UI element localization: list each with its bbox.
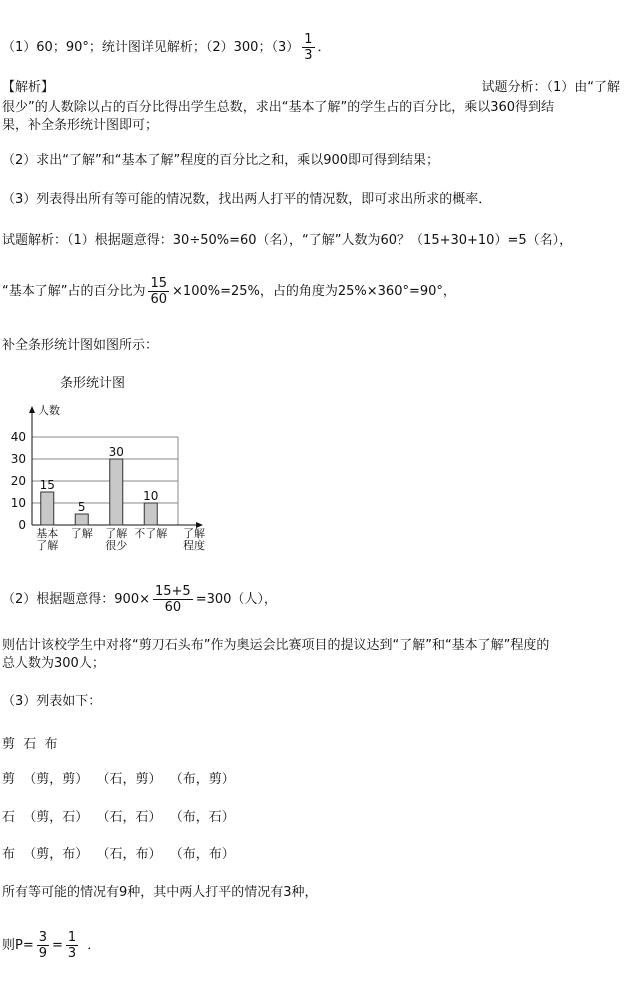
chart-bar [41,492,54,525]
x-tick-label: 基本 [36,527,59,540]
x-tick-label: 很少 [105,539,128,552]
solution-line3: 补全条形统计图如图所示： [2,338,159,353]
percent-suffix: ×100%=25%，占的角度为25%×360°=90°， [172,284,456,299]
x-tick-label: 了解 [70,527,93,540]
analysis-intro-line2: 很少”的人数除以占的百分比得出学生总数，求出“基本了解”的学生占的百分比，乘以360得到结 [2,100,555,115]
part3-intro: （3）列表如下： [2,694,102,709]
fraction-numerator: 3 [38,930,48,945]
analysis-part3: （3）列表得出所有等可能的情况数，找出两人打平的情况数，即可求出所求的概率． [2,192,492,207]
part2-line2: 则估计该校学生中对将“剪刀石头布”作为奥运会比赛项目的提议达到“了解”和“基本了解”程度的 [2,638,550,653]
y-tick-label: 10 [10,496,26,510]
conclusion-line: 所有等可能的情况有9种，其中两人打平的情况有3种， [2,885,318,900]
bar-value-label: 5 [77,500,86,514]
fraction-denominator: 9 [38,946,48,961]
fraction-denominator: 60 [150,292,168,307]
y-tick-label: 30 [10,452,26,466]
part2-line3: 总人数为300人； [2,656,105,671]
x-tick-label: 了解 [105,527,128,540]
bar-chart [0,367,240,552]
part2-text: （2）根据题意得：900× [2,592,150,607]
answer-line [2,32,331,63]
chart-bar [75,514,88,525]
y-axis-arrow-icon [29,406,35,413]
table-row: 石 （剪，石） （石，石） （布，石） [2,810,235,825]
analysis-heading: 【解析】 [2,80,55,95]
chart-bar [144,503,157,525]
probability-fraction-2 [66,930,78,961]
fraction-numerator: 15+5 [154,584,191,599]
x-axis-label: 程度 [183,539,205,552]
probability-equals: = [52,938,63,953]
answer-fraction [302,32,314,63]
answer-suffix: ． [317,40,331,55]
chart-ylabel: 人数 [38,404,60,417]
analysis-heading-line [2,79,624,97]
probability-fraction-1 [37,930,49,961]
table-row: 布 （剪，布） （石，布） （布，布） [2,847,235,862]
solution-line2 [2,276,456,307]
analysis-part2: （2）求出“了解”和“基本了解”程度的百分比之和，乘以900即可得到结果； [2,153,440,168]
analysis-intro-line3: 果，补全条形统计图即可； [2,118,159,133]
table-row: 剪 （剪，剪） （石，剪） （布，剪） [2,772,235,787]
part2-fraction [153,584,193,615]
percent-fraction [148,276,169,307]
probability-prefix: 则P= [2,938,34,953]
part2-suffix: =300（人）， [195,592,277,607]
x-tick-label: 不了解 [134,527,168,540]
fraction-denominator: 3 [67,946,77,961]
probability-suffix: ． [87,938,101,953]
chart-title: 条形统计图 [60,376,126,391]
solution-line1: 试题解析：（1）根据题意得：30÷50%=60（名），“了解”人数为60？（15+30+10）=5（名）， [2,233,573,248]
probability-line [2,930,100,961]
y-tick-label: 0 [18,518,26,532]
answer-text: （1）60；90°；统计图详见解析；（2）300；（3） [2,40,300,55]
chart-bar [110,459,123,525]
y-tick-label: 40 [10,430,26,444]
part2-line [2,584,277,615]
fraction-denominator: 3 [304,48,313,63]
fraction-numerator: 15 [150,276,168,291]
x-tick-label: 了解 [36,539,59,552]
fraction-denominator: 60 [153,599,193,615]
bar-value-label: 10 [143,489,159,503]
table-header: 剪 石 布 [2,737,58,752]
y-tick-label: 20 [10,474,26,488]
percent-text: “基本了解”占的百分比为 [2,284,146,299]
analysis-intro-right: 试题分析：（1）由“了解 [481,80,620,95]
bar-value-label: 30 [108,445,124,459]
bar-value-label: 15 [39,478,55,492]
fraction-numerator: 1 [67,930,77,945]
x-axis-label: 了解 [183,527,205,540]
fraction-numerator: 1 [304,32,313,47]
